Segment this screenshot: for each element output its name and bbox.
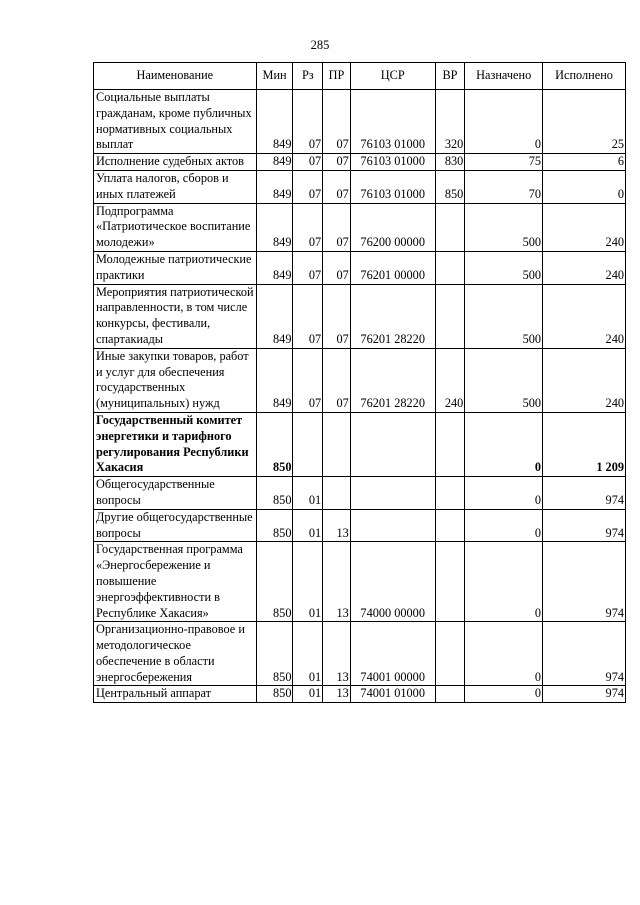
- cell-rz: 07: [293, 348, 323, 412]
- cell-name: Подпрограмма «Патриотическое воспитание молодежи»: [94, 203, 257, 251]
- cell-executed: 974: [543, 477, 626, 510]
- cell-csr: 76201 28220: [350, 284, 435, 348]
- header-rz: Рз: [293, 63, 323, 90]
- cell-assigned: 500: [465, 203, 543, 251]
- table-row: [94, 509, 626, 542]
- budget-table: [93, 62, 626, 703]
- cell-assigned: 0: [465, 509, 543, 542]
- cell-vr: [435, 412, 465, 476]
- cell-name: Центральный аппарат: [94, 686, 257, 703]
- cell-assigned: 0: [465, 477, 543, 510]
- cell-min: 849: [256, 90, 293, 154]
- table-row: [94, 542, 626, 622]
- cell-csr: 76103 01000: [350, 90, 435, 154]
- cell-executed: 1 209: [543, 412, 626, 476]
- cell-csr: 74001 00000: [350, 622, 435, 686]
- cell-pr: 13: [323, 542, 351, 622]
- cell-executed: 974: [543, 542, 626, 622]
- cell-name: Исполнение судебных актов: [94, 154, 257, 171]
- cell-vr: 850: [435, 170, 465, 203]
- header-executed: Исполнено: [543, 63, 626, 90]
- cell-pr: 07: [323, 203, 351, 251]
- table-row: [94, 348, 626, 412]
- cell-name: Государственная программа «Энергосбережение и повышение энергоэффективности в Республике Хакасия»: [94, 542, 257, 622]
- cell-min: 850: [256, 509, 293, 542]
- cell-pr: 13: [323, 686, 351, 703]
- cell-rz: 07: [293, 154, 323, 171]
- cell-assigned: 0: [465, 412, 543, 476]
- cell-pr: 13: [323, 622, 351, 686]
- cell-pr: 13: [323, 509, 351, 542]
- cell-executed: 0: [543, 170, 626, 203]
- table-row: [94, 686, 626, 703]
- cell-assigned: 0: [465, 622, 543, 686]
- cell-vr: [435, 509, 465, 542]
- cell-name: Иные закупки товаров, работ и услуг для обеспечения государственных (муниципальных) нужд: [94, 348, 257, 412]
- cell-min: 849: [256, 203, 293, 251]
- cell-pr: 07: [323, 348, 351, 412]
- table-row: [94, 170, 626, 203]
- cell-name: Молодежные патриотические практики: [94, 251, 257, 284]
- table-row: [94, 203, 626, 251]
- table-row: [94, 90, 626, 154]
- cell-min: 850: [256, 477, 293, 510]
- cell-rz: 07: [293, 90, 323, 154]
- cell-csr: 76103 01000: [350, 170, 435, 203]
- cell-pr: 07: [323, 284, 351, 348]
- cell-rz: [293, 412, 323, 476]
- cell-min: 849: [256, 348, 293, 412]
- cell-rz: 07: [293, 284, 323, 348]
- cell-name: Общегосударственные вопросы: [94, 477, 257, 510]
- cell-assigned: 0: [465, 686, 543, 703]
- cell-vr: [435, 686, 465, 703]
- cell-min: 850: [256, 622, 293, 686]
- cell-min: 849: [256, 170, 293, 203]
- cell-csr: [350, 412, 435, 476]
- table-header-row: [94, 63, 626, 90]
- cell-assigned: 500: [465, 284, 543, 348]
- cell-pr: 07: [323, 90, 351, 154]
- cell-executed: 240: [543, 348, 626, 412]
- header-csr: ЦСР: [350, 63, 435, 90]
- cell-vr: [435, 477, 465, 510]
- cell-vr: [435, 284, 465, 348]
- cell-pr: 07: [323, 170, 351, 203]
- cell-rz: 07: [293, 170, 323, 203]
- cell-csr: 74000 00000: [350, 542, 435, 622]
- cell-min: 850: [256, 542, 293, 622]
- cell-vr: [435, 542, 465, 622]
- table-body: [94, 90, 626, 703]
- table-row: [94, 251, 626, 284]
- cell-assigned: 70: [465, 170, 543, 203]
- table-row: [94, 477, 626, 510]
- cell-pr: 07: [323, 154, 351, 171]
- cell-min: 849: [256, 251, 293, 284]
- cell-rz: 01: [293, 477, 323, 510]
- table-row: [94, 284, 626, 348]
- cell-vr: 320: [435, 90, 465, 154]
- cell-rz: 07: [293, 251, 323, 284]
- cell-name: Организационно-правовое и методологическое обеспечение в области энергосбережения: [94, 622, 257, 686]
- cell-csr: 74001 01000: [350, 686, 435, 703]
- cell-pr: [323, 477, 351, 510]
- cell-min: 849: [256, 284, 293, 348]
- header-vr: ВР: [435, 63, 465, 90]
- cell-csr: [350, 509, 435, 542]
- cell-pr: 07: [323, 251, 351, 284]
- cell-name: Мероприятия патриотической направленности, в том числе конкурсы, фестивали, спартакиады: [94, 284, 257, 348]
- cell-assigned: 0: [465, 90, 543, 154]
- cell-executed: 974: [543, 686, 626, 703]
- header-assigned: Назначено: [465, 63, 543, 90]
- cell-name: Другие общегосударственные вопросы: [94, 509, 257, 542]
- cell-vr: [435, 622, 465, 686]
- cell-csr: 76200 00000: [350, 203, 435, 251]
- table-row: [94, 412, 626, 476]
- cell-rz: 01: [293, 509, 323, 542]
- cell-executed: 974: [543, 622, 626, 686]
- cell-rz: 01: [293, 622, 323, 686]
- cell-vr: [435, 251, 465, 284]
- cell-min: 850: [256, 412, 293, 476]
- cell-executed: 240: [543, 251, 626, 284]
- cell-csr: 76103 01000: [350, 154, 435, 171]
- cell-executed: 240: [543, 284, 626, 348]
- cell-csr: 76201 00000: [350, 251, 435, 284]
- table-row: [94, 622, 626, 686]
- page-number: 285: [310, 38, 330, 52]
- cell-name: Государственный комитет энергетики и тарифного регулирования Республики Хакасия: [94, 412, 257, 476]
- cell-csr: 76201 28220: [350, 348, 435, 412]
- cell-executed: 6: [543, 154, 626, 171]
- header-name: Наименование: [94, 63, 257, 90]
- cell-min: 850: [256, 686, 293, 703]
- cell-executed: 25: [543, 90, 626, 154]
- cell-vr: [435, 203, 465, 251]
- cell-rz: 07: [293, 203, 323, 251]
- cell-name: Социальные выплаты гражданам, кроме публичных нормативных социальных выплат: [94, 90, 257, 154]
- cell-pr: [323, 412, 351, 476]
- cell-assigned: 500: [465, 348, 543, 412]
- cell-min: 849: [256, 154, 293, 171]
- header-pr: ПР: [323, 63, 351, 90]
- cell-assigned: 75: [465, 154, 543, 171]
- cell-vr: 240: [435, 348, 465, 412]
- cell-rz: 01: [293, 686, 323, 703]
- table-row: [94, 154, 626, 171]
- cell-executed: 974: [543, 509, 626, 542]
- cell-vr: 830: [435, 154, 465, 171]
- header-min: Мин: [256, 63, 293, 90]
- cell-assigned: 0: [465, 542, 543, 622]
- cell-rz: 01: [293, 542, 323, 622]
- cell-executed: 240: [543, 203, 626, 251]
- cell-assigned: 500: [465, 251, 543, 284]
- cell-csr: [350, 477, 435, 510]
- cell-name: Уплата налогов, сборов и иных платежей: [94, 170, 257, 203]
